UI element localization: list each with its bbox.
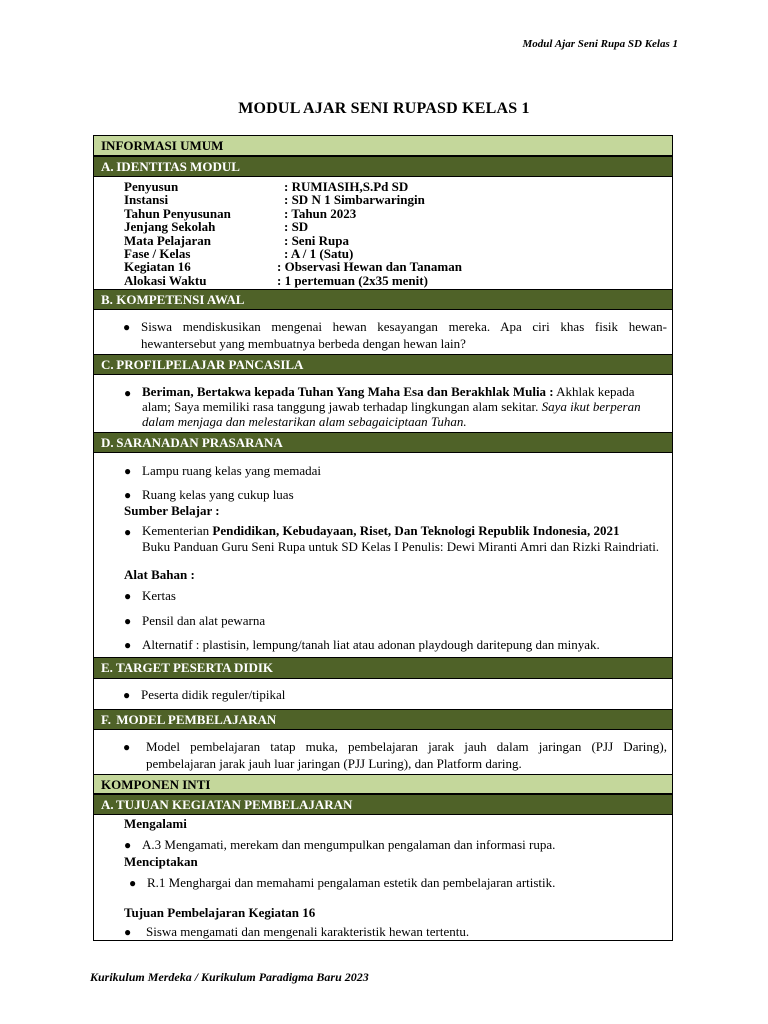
tujuan-kegiatan-label: Tujuan Pembelajaran Kegiatan 16 (124, 905, 316, 920)
identitas-key: Tahun Penyusunan (124, 205, 231, 221)
identitas-value: : Seni Rupa (284, 232, 350, 248)
sumber-belajar-text (142, 523, 668, 555)
band-kompetensi-awal (94, 289, 672, 310)
kompetensi-text: Siswa mendiskusikan mengenai hewan kesayangan mereka. Apa ciri khas fisik hewan-hewantersebut yang membuatnya berbeda dengan hewan lain? (141, 319, 667, 351)
section-label: IDENTITAS MODUL (116, 159, 240, 174)
identitas-value: : SD N 1 Simbarwaringin (284, 192, 425, 208)
identitas-key: Alokasi Waktu (124, 272, 207, 288)
bullet-icon: ● (124, 464, 132, 478)
bullet-icon: ● (124, 386, 132, 400)
bullet-icon: ● (124, 488, 132, 502)
page-footer: Kurikulum Merdeka / Kurikulum Paradigma Baru 2023 (90, 970, 369, 984)
band-informasi-umum: INFORMASI UMUM (94, 136, 672, 156)
menciptakan-label: Menciptakan (124, 854, 198, 869)
section-letter: C. (101, 357, 114, 372)
profil-bold: Beriman, Bertakwa kepada Tuhan Yang Maha Esa dan Berakhlak Mulia : (142, 384, 554, 399)
section-letter: A. (101, 159, 114, 174)
section-label: MODEL PEMBELAJARAN (116, 712, 277, 727)
band-sarana-prasarana (94, 432, 672, 453)
running-header: Modul Ajar Seni Rupa SD Kelas 1 (522, 38, 678, 50)
band-model-pembelajaran (94, 709, 672, 730)
section-letter: A. (101, 797, 114, 812)
module-table (93, 135, 673, 941)
profil-normal: Akhlak kepada alam; Saya memiliki rasa tanggung jawab terhadap lingkungan alam sekitar. (142, 384, 635, 414)
identitas-value: : A / 1 (Satu) (284, 245, 354, 261)
band-komponen-inti: KOMPONEN INTI (94, 774, 672, 794)
sumber-rest: Buku Panduan Guru Seni Rupa untuk SD Kelas I Penulis: Dewi Miranti Amri dan Rizki Raindriati. (142, 539, 660, 554)
band-profil-pelajar (94, 354, 672, 375)
bullet-icon: ● (123, 320, 131, 334)
target-item: Peserta didik reguler/tipikal (141, 687, 286, 702)
bullet-icon: ● (124, 925, 132, 939)
section-letter: D. (101, 435, 114, 450)
bullet-icon: ● (123, 688, 131, 702)
section-label: PROFILPELAJAR PANCASILA (116, 357, 304, 372)
identitas-key: Jenjang Sekolah (124, 219, 216, 235)
bullet-icon: ● (124, 589, 132, 603)
identitas-value: : 1 pertemuan (2x35 menit) (277, 272, 428, 288)
alat-item: Kertas (142, 588, 176, 603)
section-letter: F. (101, 712, 111, 727)
section-label: KOMPETENSI AWAL (116, 292, 245, 307)
sarana-item: Ruang kelas yang cukup luas (142, 487, 294, 502)
profil-italic: Saya ikut berperan dalam menjaga dan melestarikan alam sebagaiciptaan Tuhan. (142, 399, 641, 429)
identitas-key: Kegiatan 16 (124, 259, 191, 275)
alat-item: Pensil dan alat pewarna (142, 613, 266, 628)
mengalami-label: Mengalami (124, 816, 187, 831)
bullet-icon: ● (124, 638, 132, 652)
section-label: SARANADAN PRASARANA (116, 435, 283, 450)
identitas-value: : Tahun 2023 (284, 205, 357, 221)
identitas-key: Mata Pelajaran (124, 232, 212, 248)
bullet-icon: ● (124, 614, 132, 628)
section-label: TARGET PESERTA DIDIK (116, 660, 274, 675)
identitas-value: : Observasi Hewan dan Tanaman (277, 259, 462, 275)
section-label: TUJUAN KEGIATAN PEMBELAJARAN (116, 797, 353, 812)
mengalami-item: A.3 Mengamati, merekam dan mengumpulkan pengalaman dan informasi rupa. (142, 837, 556, 852)
sumber-prefix: Kementerian (142, 523, 213, 538)
sumber-belajar-label: Sumber Belajar : (124, 503, 220, 518)
section-letter: B. (101, 292, 113, 307)
bullet-icon: ● (123, 740, 131, 754)
section-letter: E. (101, 660, 113, 675)
identitas-value: : SD (284, 219, 309, 235)
band-identitas-modul (94, 156, 672, 177)
identitas-key: Penyusun (124, 179, 179, 194)
document-title: MODUL AJAR SENI RUPASD KELAS 1 (238, 100, 530, 117)
alat-bahan-label: Alat Bahan : (124, 567, 195, 582)
band-target-peserta (94, 657, 672, 679)
band-tujuan-kegiatan (94, 794, 672, 815)
profil-text (142, 384, 650, 429)
menciptakan-item: R.1 Menghargai dan memahami pengalaman estetik dan pembelajaran artistik. (147, 875, 556, 890)
identitas-key: Fase / Kelas (124, 245, 191, 261)
bullet-icon: ● (129, 876, 137, 890)
model-text: Model pembelajaran tatap muka, pembelajaran jarak jauh dalam jaringan (PJJ Daring), pembelajaran jarak jauh luar jaringan (PJJ Luring), dan Platform daring. (146, 739, 667, 771)
sarana-item: Lampu ruang kelas yang memadai (142, 463, 322, 478)
identitas-value: : RUMIASIH,S.Pd SD (284, 179, 409, 194)
bullet-icon: ● (124, 525, 132, 539)
alat-item: Alternatif : plastisin, lempung/tanah liat atau adonan playdough daritepung dan minyak. (142, 637, 600, 652)
sumber-bold: Pendidikan, Kebudayaan, Riset, Dan Teknologi Republik Indonesia, 2021 (212, 523, 620, 538)
tujuan-kegiatan-item: Siswa mengamati dan mengenali karakteristik hewan tertentu. (146, 924, 470, 939)
bullet-icon: ● (124, 838, 132, 852)
identitas-key: Instansi (124, 192, 169, 208)
